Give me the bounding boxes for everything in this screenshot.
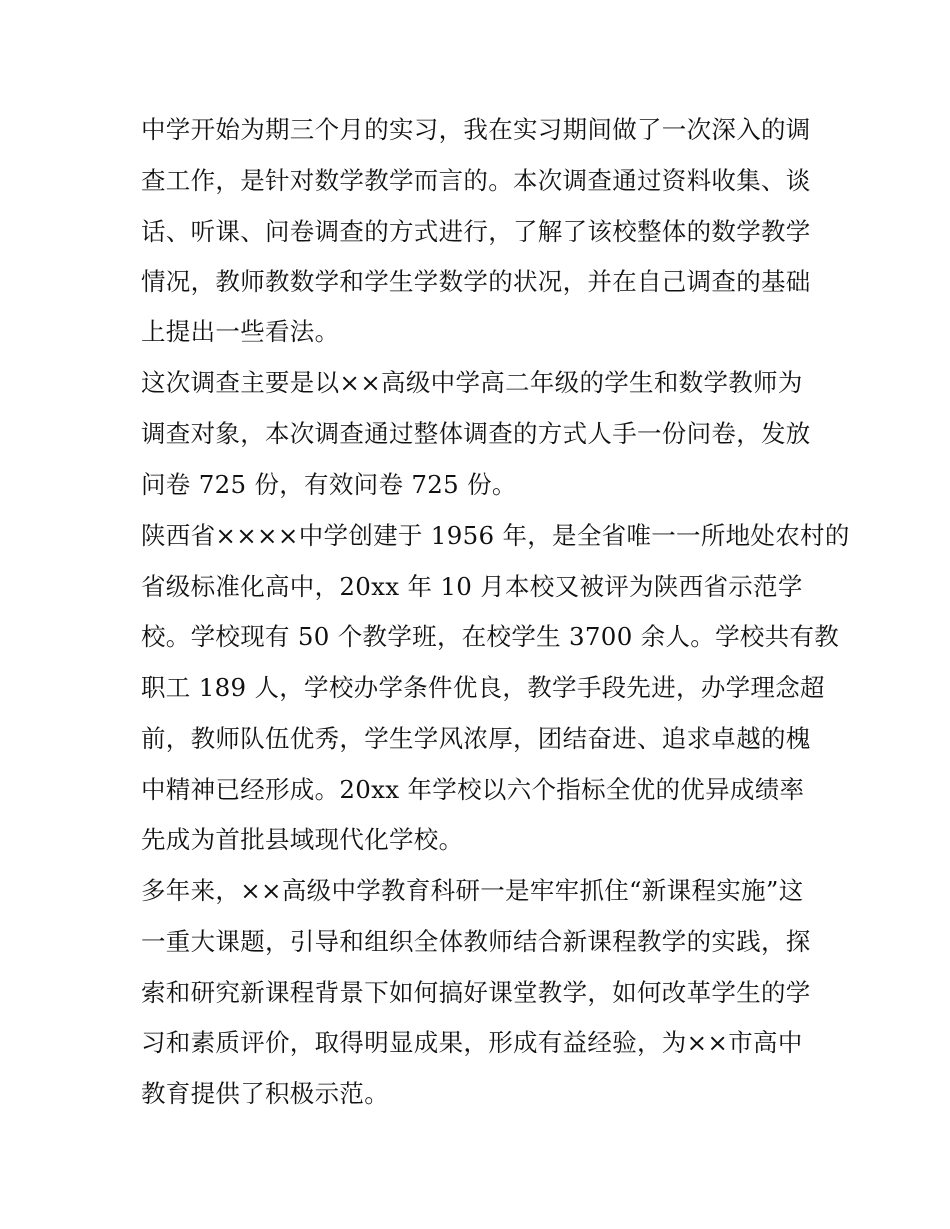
text-line: 查工作，是针对数学教学而言的。本次调查通过资料收集、谈 [141,166,811,195]
text-line: 上提出一些看法。 [141,317,340,346]
text-line: 多年来，××高级中学教育科研一是牢牢抓住“新课程实施”这 [141,876,804,905]
text-line: 习和素质评价，取得明显成果，形成有益经验，为××市高中 [141,1028,803,1057]
text-line: 省级标准化高中，20xx 年 10 月本校又被评为陕西省示范学 [141,572,803,601]
text-line: 陕西省××××中学创建于 1956 年，是全省唯一一所地处农村的 [141,521,850,550]
text-line: 话、听课、问卷调查的方式进行，了解了该校整体的数学教学 [141,217,811,246]
text-line: 前，教师队伍优秀，学生学风浓厚，团结奋进、追求卓越的槐 [141,724,811,753]
text-line: 索和研究新课程背景下如何搞好课堂教学，如何改革学生的学 [141,978,811,1007]
text-line: 调查对象，本次调查通过整体调查的方式人手一份问卷，发放 [141,419,811,448]
text-line: 这次调查主要是以××高级中学高二年级的学生和数学教师为 [141,368,803,397]
text-line: 中学开始为期三个月的实习，我在实习期间做了一次深入的调 [141,115,811,144]
text-line: 职工 189 人，学校办学条件优良，教学手段先进，办学理念超 [141,673,825,702]
text-line: 教育提供了积极示范。 [141,1079,389,1108]
text-line: 校。学校现有 50 个教学班，在校学生 3700 余人。学校共有教 [141,622,840,651]
text-line: 情况，教师教数学和学生学数学的状况，并在自己调查的基础 [141,267,811,296]
text-line: 中精神已经形成。20xx 年学校以六个指标全优的优异成绩率 [141,775,805,804]
text-line: 先成为首批县域现代化学校。 [141,825,464,854]
text-line: 问卷 725 份，有效问卷 725 份。 [141,470,517,499]
text-line: 一重大课题，引导和组织全体教师结合新课程教学的实践，探 [141,927,811,956]
